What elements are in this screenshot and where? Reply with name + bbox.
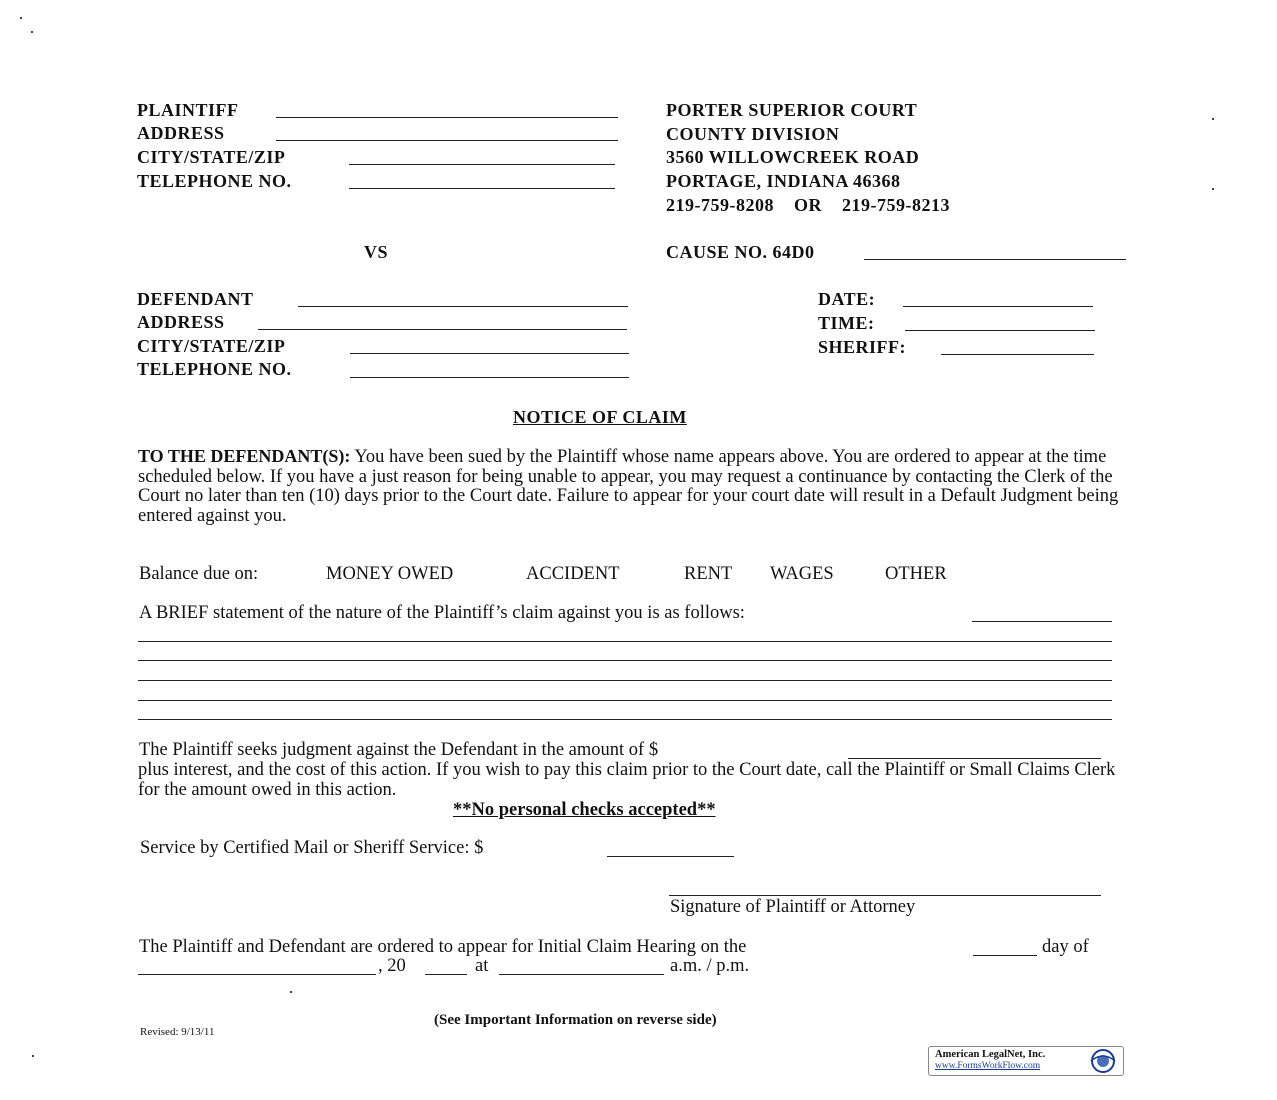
hearing-text: The Plaintiff and Defendant are ordered to appear for Initial Claim Hearing on the <box>139 937 747 957</box>
hearing-month-field[interactable] <box>138 974 376 975</box>
vs-label: VS <box>364 242 389 262</box>
court-phones: 219-759-8208 OR 219-759-8213 <box>666 195 950 215</box>
balance-label: Balance due on: <box>139 564 259 584</box>
plaintiff-city-label: CITY/STATE/ZIP <box>137 147 286 167</box>
balance-option-accident[interactable]: ACCIDENT <box>526 564 620 584</box>
cause-number-label: CAUSE NO. 64D0 <box>666 242 815 262</box>
notice-title: NOTICE OF CLAIM <box>513 407 687 427</box>
defendant-notice-paragraph <box>138 447 1128 526</box>
defendant-address-label: ADDRESS <box>137 312 225 332</box>
scan-speck <box>31 31 33 33</box>
defendant-phone-label: TELEPHONE NO. <box>137 359 292 379</box>
hearing-day-field[interactable] <box>973 955 1037 956</box>
hearing-day-of: day of <box>1042 937 1089 957</box>
court-street: 3560 WILLOWCREEK ROAD <box>666 147 920 167</box>
defendant-address-field[interactable] <box>258 329 627 330</box>
defendant-city-label: CITY/STATE/ZIP <box>137 336 286 356</box>
plaintiff-phone-field[interactable] <box>349 188 615 189</box>
service-fee-label: Service by Certified Mail or Sheriff Service: $ <box>140 838 484 858</box>
revised-date: Revised: 9/13/11 <box>140 1026 215 1038</box>
scan-speck <box>20 17 22 19</box>
balance-option-wages[interactable]: WAGES <box>770 564 834 584</box>
court-division: COUNTY DIVISION <box>666 124 840 144</box>
defendant-phone-field[interactable] <box>350 377 629 378</box>
brief-statement-label: A BRIEF statement of the nature of the Plaintiff’s claim against you is as follows: <box>139 603 745 623</box>
judgment-amount-label: The Plaintiff seeks judgment against the Defendant in the amount of $ <box>139 740 659 760</box>
balance-option-other[interactable]: OTHER <box>885 564 947 584</box>
date-field[interactable] <box>903 306 1093 307</box>
court-name: PORTER SUPERIOR COURT <box>666 100 918 120</box>
hearing-year-prefix: , 20 <box>378 956 406 976</box>
balance-option-rent[interactable]: RENT <box>684 564 733 584</box>
hearing-time-field[interactable] <box>499 974 664 975</box>
claim-statement-line-5[interactable] <box>138 719 1112 720</box>
sheriff-field[interactable] <box>941 354 1094 355</box>
logo-company: American LegalNet, Inc. <box>935 1049 1046 1060</box>
logo-url[interactable]: www.FormsWorkFlow.com <box>935 1061 1041 1071</box>
defendant-label: DEFENDANT <box>137 289 254 309</box>
signature-line[interactable] <box>669 895 1101 896</box>
claim-statement-line-2[interactable] <box>138 660 1112 661</box>
hearing-at-label: at <box>475 956 489 976</box>
cause-number-field[interactable] <box>864 259 1126 260</box>
plaintiff-address-label: ADDRESS <box>137 123 225 143</box>
plaintiff-city-field[interactable] <box>349 164 615 165</box>
hearing-ampm: a.m. / p.m. <box>670 956 750 976</box>
plaintiff-label: PLAINTIFF <box>137 100 239 120</box>
plaintiff-address-field[interactable] <box>276 140 618 141</box>
sheriff-label: SHERIFF: <box>818 337 907 357</box>
judgment-amount-field[interactable] <box>848 758 1101 759</box>
footer-logo[interactable] <box>928 1046 1124 1076</box>
scan-speck <box>32 1055 34 1057</box>
plaintiff-field[interactable] <box>276 117 618 118</box>
scan-speck <box>1212 188 1214 190</box>
claim-statement-line-1[interactable] <box>138 641 1112 642</box>
service-fee-field[interactable] <box>607 856 734 857</box>
hearing-year-field[interactable] <box>425 974 467 975</box>
defendant-field[interactable] <box>298 306 628 307</box>
globe-icon <box>1085 1047 1121 1075</box>
balance-option-money-owed[interactable]: MONEY OWED <box>326 564 454 584</box>
court-city: PORTAGE, INDIANA 46368 <box>666 171 901 191</box>
to-defendant-text: You have been sued by the Plaintiff whose name appears above. You are ordered to appear at the time scheduled below. If you have a just reason for being unable to appear, you may request a continuance by contacting the Clerk of the Court no later than ten (10) days prior to the Court date. Failure to appear for your court date will result in a Default Judgment being entered against you. <box>138 447 1119 526</box>
claim-statement-line-0[interactable] <box>972 621 1112 622</box>
no-checks-notice: **No personal checks accepted** <box>453 800 716 820</box>
time-field[interactable] <box>905 330 1095 331</box>
scan-speck <box>1212 118 1214 120</box>
scan-speck <box>290 991 292 993</box>
reverse-side-note: (See Important Information on reverse side) <box>434 1012 717 1028</box>
plaintiff-phone-label: TELEPHONE NO. <box>137 171 292 191</box>
claim-statement-line-3[interactable] <box>138 680 1112 681</box>
claim-statement-line-4[interactable] <box>138 700 1112 701</box>
time-label: TIME: <box>818 313 875 333</box>
judgment-text: plus interest, and the cost of this action. If you wish to pay this claim prior to the Court date, call the Plaintiff or Small Claims Clerk for the amount owed in this action. <box>138 760 1116 800</box>
date-label: DATE: <box>818 289 876 309</box>
to-defendant-heading: TO THE DEFENDANT(S): <box>138 446 351 466</box>
signature-label: Signature of Plaintiff or Attorney <box>670 897 916 917</box>
defendant-city-field[interactable] <box>350 353 629 354</box>
